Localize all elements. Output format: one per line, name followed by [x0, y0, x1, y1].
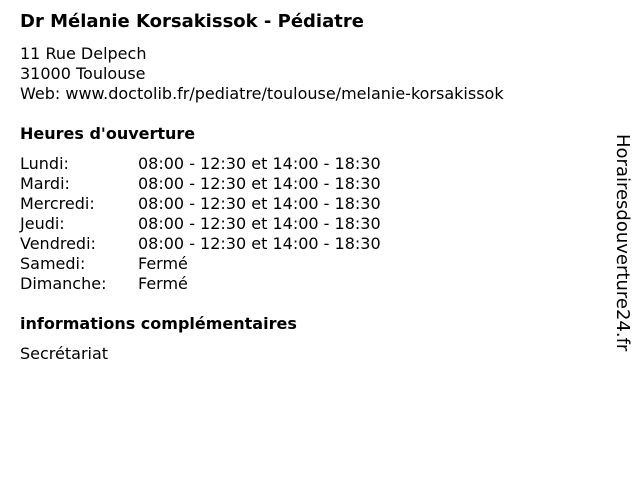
time-value: Fermé	[138, 274, 188, 293]
time-value: 08:00 - 12:30 et 14:00 - 18:30	[138, 154, 381, 173]
time-value: 08:00 - 12:30 et 14:00 - 18:30	[138, 194, 381, 213]
time-value: Fermé	[138, 254, 188, 273]
day-label: Dimanche:	[20, 274, 107, 293]
hours-row-tuesday	[20, 174, 381, 194]
hours-row-monday	[20, 154, 381, 174]
address-block	[20, 44, 504, 104]
time-value: 08:00 - 12:30 et 14:00 - 18:30	[138, 174, 381, 193]
day-label: Jeudi:	[20, 214, 65, 233]
opening-hours-heading: Heures d'ouverture	[20, 124, 196, 143]
hours-row-sunday	[20, 274, 381, 294]
site-watermark: Horairesdouverture24.fr	[612, 134, 633, 352]
address-web: Web: www.doctolib.fr/pediatre/toulouse/melanie-korsakissok	[20, 84, 504, 103]
address-street: 11 Rue Delpech	[20, 44, 147, 63]
hours-row-friday	[20, 234, 381, 254]
additional-info-heading: informations complémentaires	[20, 314, 297, 333]
opening-hours-table	[20, 154, 381, 294]
address-city: 31000 Toulouse	[20, 64, 146, 83]
day-label: Mardi:	[20, 174, 70, 193]
time-value: 08:00 - 12:30 et 14:00 - 18:30	[138, 214, 381, 233]
hours-row-saturday	[20, 254, 381, 274]
day-label: Lundi:	[20, 154, 69, 173]
hours-row-thursday	[20, 214, 381, 234]
day-label: Mercredi:	[20, 194, 95, 213]
day-label: Samedi:	[20, 254, 86, 273]
page-title: Dr Mélanie Korsakissok - Pédiatre	[20, 11, 364, 32]
day-label: Vendredi:	[20, 234, 96, 253]
info-text: Secrétariat	[20, 344, 109, 363]
hours-row-wednesday	[20, 194, 381, 214]
time-value: 08:00 - 12:30 et 14:00 - 18:30	[138, 234, 381, 253]
